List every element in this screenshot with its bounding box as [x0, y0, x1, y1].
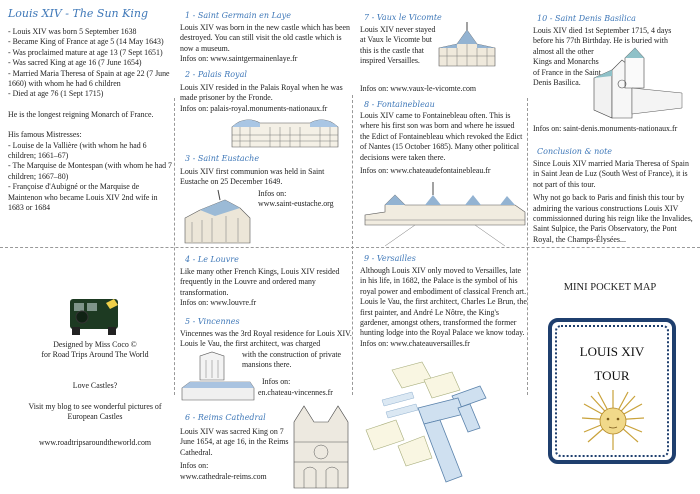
place-infos[interactable]: Infos on: www.louvre.fr [180, 298, 257, 308]
saint-eustache-illustration [180, 188, 255, 244]
place-3-infos-label: Infos on: [258, 189, 287, 198]
visit-blog: Visit my blog to see wonderful pictures of European Castles [28, 402, 162, 422]
place-1 [180, 23, 350, 65]
mistress: - Louise de la Vallière (with whom he had 6 children; 1661–67) [8, 140, 147, 161]
place-5-infos-label: Infos on: [262, 377, 291, 386]
place-5-infos-url[interactable]: en.chateau-vincennes.fr [258, 388, 333, 397]
conclusion-text: Why not go back to Paris and finish this tour by admiring the various constructions Louis XIV commissionned during his reign like the Invalides, Saint Sulpice, the Paris Observatory, the Pont Royal, the Champs-Élysées... [533, 193, 693, 244]
place-3-title: 3 - Saint Eustache [185, 154, 260, 163]
designed-by [20, 340, 170, 361]
place-text: Louis XIV was sacred King on 7 June 1654, at age 16, in the Reims Cathedral. [180, 427, 289, 457]
fact: - Louis XIV was born 5 September 1638 [8, 27, 137, 36]
blog-url[interactable]: www.roadtripsaroundtheworld.com [38, 438, 152, 447]
jeep-icon [68, 295, 124, 337]
place-text: Louis XIV was born in the new castle which has been destroyed. You can still visit the old castle which is now a museum. [180, 23, 350, 53]
mistress: - Françoise d'Aubigné or the Marquise de Maintenon who became Louis XIV 2nd wife in 1683 or 1684 [8, 182, 158, 213]
cover-title-1: LOUIS XIV [579, 344, 645, 359]
place-5-text-b: with the construction of private mansions there. [242, 350, 342, 370]
longest-reign: He is the longest reigning Monarch of France. [8, 109, 154, 119]
place-10-text-b: almost all the other Kings and Monarchs of France in the Saint Denis Basilica. [533, 47, 601, 88]
place-3-text: Louis XIV first communion was held in Saint Eustache on 25 December 1649. [180, 167, 325, 187]
cover-subtitle: MINI POCKET MAP [563, 282, 657, 293]
conclusion [533, 159, 693, 245]
fact: - Died at age 76 (1 Sept 1715) [8, 89, 104, 99]
place-infos-url[interactable]: www.cathedrale-reims.com [180, 471, 267, 481]
fontainebleau-illustration [365, 180, 525, 246]
conclusion-title: Conclusion & note [537, 147, 613, 156]
place-9 [360, 266, 528, 349]
designed-line: for Road Trips Around The World [41, 350, 149, 360]
place-7-infos[interactable]: Infos on: www.vaux-le-vicomte.com [360, 84, 477, 93]
place-4-title: 4 - Le Louvre [185, 255, 239, 264]
conclusion-text: Since Louis XIV married Maria Theresa of Spain in Saint Jean de Luz (South West of France), it is not part of this tour. [533, 159, 689, 189]
place-3-infos-url[interactable]: www.saint-eustache.org [258, 199, 334, 208]
intro-facts [8, 27, 173, 214]
fact: - Became King of France at age 5 (14 May 1643) [8, 37, 164, 47]
place-1-title: 1 - Saint Germain en Laye [185, 11, 291, 20]
place-10-infos[interactable]: Infos on: saint-denis.monuments-nationaux.fr [533, 124, 678, 133]
place-text: Louis XIV came to Fontainebleau often. This is where his first son was born and where he issued the Edict of Fontainebleau which revoked the Edict of Nantes (15 October 1685). Many other political decisions were taken there. [360, 111, 523, 162]
saint-denis-illustration [592, 48, 684, 120]
sun-king-emblem-icon [580, 388, 646, 452]
place-text: Louis le Vau, the first architect, Charles Le Brun, the first painter, and André Le Nôtre, the King's gardener, amongst others, transformed the former hunting lodge into the Royal Palace we know today. [360, 297, 527, 338]
place-7-title: 7 - Vaux le Vicomte [364, 13, 442, 22]
reims-cathedral-illustration [290, 402, 352, 490]
love-castles: Love Castles? [72, 381, 118, 390]
place-text: Louis XIV resided in the Palais Royal when he was made prisoner by the Fronde. [180, 83, 343, 103]
place-infos[interactable]: Infos on: www.saintgermainenlaye.fr [180, 54, 298, 64]
versailles-illustration [362, 358, 502, 486]
place-5-title: 5 - Vincennes [185, 317, 240, 326]
cover-frame [548, 318, 676, 464]
place-infos[interactable]: Infos on: www.chateaudefontainebleau.fr [360, 166, 491, 176]
place-4 [180, 267, 352, 309]
place-2-title: 2 - Palais Royal [185, 70, 247, 79]
place-8 [360, 111, 526, 176]
place-10-title: 10 - Saint Denis Basilica [537, 14, 636, 23]
palais-royal-illustration [230, 113, 340, 149]
designed-line: Designed by Miss Coco © [53, 340, 137, 349]
fold-line-3 [527, 98, 528, 395]
mistresses-title: His famous Mistresses: [8, 130, 82, 140]
fact: - Was sacred King at age 16 (7 June 1654) [8, 58, 142, 68]
vaux-le-vicomte-illustration [437, 22, 497, 68]
cover-title-2: TOUR [594, 368, 630, 383]
place-10-text-a: Louis XIV died 1st September 1715, 4 days before his 77th Birthday. He is buried with [533, 26, 672, 46]
place-text: Although Louis XIV only moved to Versailles, late in his life, in 1682, the Palace is the symbol of his royal power and embodiment of classical French art. [360, 266, 527, 296]
place-text: Like many other French Kings, Louis XIV resided frequently in the Louvre and ordered many transformation. [180, 267, 340, 297]
place-9-title: 9 - Versailles [364, 254, 416, 263]
place-5-text-a: Vincennes was the 3rd Royal residence for Louis XIV. Louis le Vau, the first architect, was charged [180, 329, 352, 349]
intro-title: Louis XIV - The Sun King [8, 7, 148, 20]
vincennes-illustration [180, 350, 256, 402]
fact: - Was proclaimed mature at age 13 (7 Sept 1651) [8, 47, 163, 57]
place-infos-label: Infos on: [180, 461, 209, 471]
fold-line-2 [352, 95, 353, 395]
fact: - Married Maria Theresa of Spain at age 22 (7 June 1660) with whom he had 6 children [8, 68, 170, 89]
mistress: - The Marquise de Montespan (with whom he had 7 children; 1667–80) [8, 161, 172, 181]
place-6-title: 6 - Reims Cathedral [185, 413, 266, 422]
fold-line-1 [174, 98, 175, 395]
place-6 [180, 427, 290, 482]
place-infos[interactable]: Infos on: www.chateauversailles.fr [360, 338, 470, 348]
place-8-title: 8 - Fontainebleau [364, 100, 435, 109]
fold-line-horizontal [0, 247, 700, 248]
place-infos[interactable]: Infos on: palais-royal.monuments-nationaux.fr [180, 103, 328, 113]
place-7-text: Louis XIV never stayed at Vaux le Vicomte but this is the castle that inspired Versailles. [360, 25, 436, 66]
place-2 [180, 83, 352, 114]
